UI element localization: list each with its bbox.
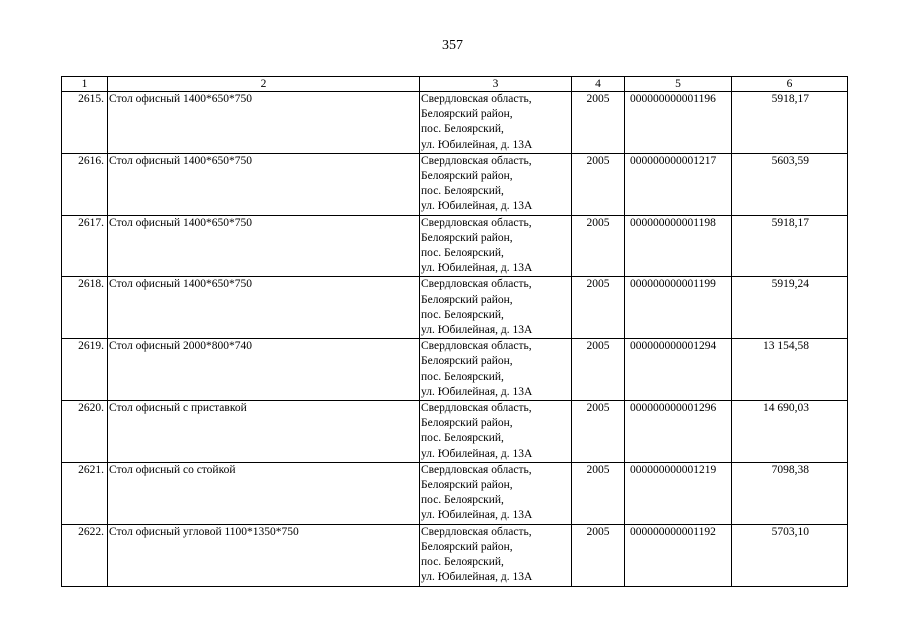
address-line: пос. Белоярский, [421,308,504,321]
inventory-number: 000000000001196 [625,92,732,154]
column-header: 4 [572,77,625,92]
item-name: Стол офисный 1400*650*750 [108,153,420,215]
item-address [420,92,572,154]
address-line: пос. Белоярский, [421,494,504,507]
address-line: пос. Белоярский, [421,185,504,198]
row-number: 2618. [62,277,108,339]
address-line: пос. Белоярский, [421,556,504,569]
row-number: 2616. [62,153,108,215]
column-header: 5 [625,77,732,92]
item-address [420,153,572,215]
row-number: 2621. [62,462,108,524]
table-row [62,153,848,215]
item-year: 2005 [572,215,625,277]
inventory-number: 000000000001296 [625,401,732,463]
item-year: 2005 [572,462,625,524]
item-name: Стол офисный 1400*650*750 [108,215,420,277]
item-name: Стол офисный 2000*800*740 [108,339,420,401]
item-value: 5603,59 [732,153,848,215]
address-line: ул. Юбилейная, д. 13А [421,447,533,460]
item-value: 5703,10 [732,524,848,586]
address-line: Белоярский район, [421,108,513,121]
item-year: 2005 [572,92,625,154]
address-line: Свердловская область, [421,278,532,291]
address-line: Белоярский район, [421,355,513,368]
item-address [420,524,572,586]
address-line: Свердловская область, [421,216,532,229]
address-line: ул. Юбилейная, д. 13А [421,200,533,213]
row-number: 2619. [62,339,108,401]
column-header: 3 [420,77,572,92]
inventory-number: 000000000001192 [625,524,732,586]
row-number: 2615. [62,92,108,154]
address-line: Свердловская область, [421,340,532,353]
column-header: 1 [62,77,108,92]
item-value: 13 154,58 [732,339,848,401]
item-year: 2005 [572,524,625,586]
address-line: Свердловская область, [421,402,532,415]
address-line: ул. Юбилейная, д. 13А [421,385,533,398]
inventory-number: 000000000001198 [625,215,732,277]
inventory-table [61,76,848,587]
address-line: пос. Белоярский, [421,370,504,383]
item-name: Стол офисный 1400*650*750 [108,277,420,339]
table-row [62,339,848,401]
page-number: 357 [442,38,463,53]
row-number: 2620. [62,401,108,463]
item-year: 2005 [572,339,625,401]
item-address [420,215,572,277]
address-line: Белоярский район, [421,417,513,430]
row-number: 2617. [62,215,108,277]
address-line: Свердловская область, [421,525,532,538]
item-address [420,401,572,463]
table-body [62,92,848,587]
address-line: Белоярский район, [421,170,513,183]
item-name: Стол офисный угловой 1100*1350*750 [108,524,420,586]
address-line: Белоярский район, [421,540,513,553]
address-line: ул. Юбилейная, д. 13А [421,262,533,275]
table-row [62,462,848,524]
column-header: 6 [732,77,848,92]
address-line: пос. Белоярский, [421,123,504,136]
address-line: Белоярский район, [421,293,513,306]
item-name: Стол офисный с приставкой [108,401,420,463]
address-line: Белоярский район, [421,231,513,244]
address-line: ул. Юбилейная, д. 13А [421,138,533,151]
item-name: Стол офисный со стойкой [108,462,420,524]
row-number: 2622. [62,524,108,586]
item-address [420,339,572,401]
address-line: Свердловская область, [421,463,532,476]
inventory-number: 000000000001199 [625,277,732,339]
address-line: ул. Юбилейная, д. 13А [421,571,533,584]
table-row [62,277,848,339]
item-value: 14 690,03 [732,401,848,463]
item-value: 5918,17 [732,215,848,277]
column-header: 2 [108,77,420,92]
address-line: ул. Юбилейная, д. 13А [421,324,533,337]
table-row [62,401,848,463]
address-line: пос. Белоярский, [421,432,504,445]
table-row [62,215,848,277]
inventory-number: 000000000001219 [625,462,732,524]
address-line: пос. Белоярский, [421,247,504,260]
inventory-number: 000000000001294 [625,339,732,401]
item-value: 5919,24 [732,277,848,339]
item-year: 2005 [572,153,625,215]
item-value: 7098,38 [732,462,848,524]
address-line: ул. Юбилейная, д. 13А [421,509,533,522]
item-address [420,277,572,339]
item-value: 5918,17 [732,92,848,154]
table-row [62,524,848,586]
address-line: Свердловская область, [421,154,532,167]
address-line: Белоярский район, [421,479,513,492]
item-name: Стол офисный 1400*650*750 [108,92,420,154]
item-year: 2005 [572,401,625,463]
item-year: 2005 [572,277,625,339]
inventory-number: 000000000001217 [625,153,732,215]
item-address [420,462,572,524]
table-header-row [62,77,848,92]
table-row [62,92,848,154]
address-line: Свердловская область, [421,93,532,105]
